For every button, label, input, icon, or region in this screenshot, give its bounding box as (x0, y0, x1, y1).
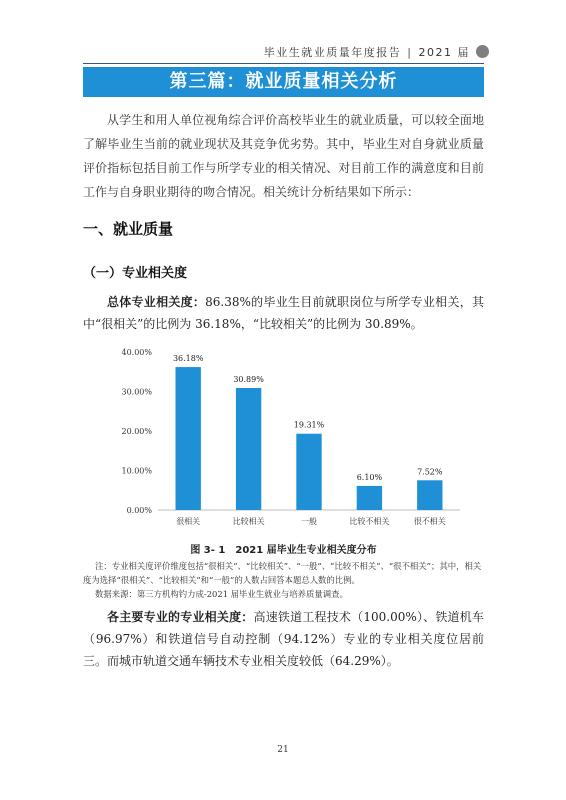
x-tick-label: 很不相关 (413, 517, 446, 526)
header-separator: | (407, 46, 413, 59)
bar-value-label: 30.89% (233, 374, 264, 384)
heading-employment-quality: 一、就业质量 (83, 220, 174, 238)
chart-svg (98, 340, 469, 532)
bar (417, 480, 442, 510)
report-year: 2021 届 (418, 46, 470, 59)
bar (296, 434, 321, 510)
bar-value-label: 36.18% (172, 354, 204, 364)
y-tick-label: 30.00% (121, 387, 152, 397)
major-relevance-paragraph (83, 606, 484, 672)
bar-value-label: 6.10% (356, 472, 383, 482)
running-header (264, 44, 470, 60)
data-source-note: 数据来源：第三方机构钓力成-2021 届毕业生就业与培养质量调查。 (95, 589, 348, 599)
bar-value-label: 19.31% (293, 420, 325, 430)
chart-note: 注：专业相关度评价维度包括“很相关”、“比较相关”、“一般”、“比较不相关”、“很不相关”；其中，相关度为选择“很相关”、“比较相关”和“一般”的人数占回答本题总人数的比例。 (83, 561, 482, 585)
y-tick-label: 40.00% (121, 348, 152, 357)
y-tick-label: 20.00% (121, 427, 152, 436)
figure-caption: 图 3- 1 2021 届毕业生专业相关度分布 (190, 545, 377, 556)
x-tick-label: 比较不相关 (349, 517, 390, 526)
major-relevance-text: 高速铁道工程技术（100.00%）、铁道机车（96.97%）和铁道信号自动控制（94.12%）专业的专业相关度位居前三。而城市轨道交通车辆技术专业相关度较低（64.29%）。 (83, 610, 484, 668)
bar (357, 486, 382, 510)
section-banner: 第三篇：就业质量相关分析 (83, 67, 484, 97)
page-number: 21 (277, 745, 289, 755)
x-tick-label: 很相关 (176, 517, 201, 526)
heading-major-relevance: （一）专业相关度 (83, 266, 188, 281)
bar (236, 388, 261, 510)
y-tick-label: 0.00% (126, 506, 152, 515)
x-tick-label: 一般 (301, 517, 317, 526)
intro-paragraph: 从学生和用人单位视角综合评价高校毕业生的就业质量，可以较全面地了解毕业生当前的就业现状及其竞争优劣势。其中，毕业生对自身就业质量评价指标包括目前工作与所学专业的相关情况、对目前工作的满意度和目前工作与自身职业期待的吻合情况。相关统计分析结果如下所示： (83, 113, 484, 199)
relevance-bar-chart (98, 340, 469, 532)
report-title: 毕业生就业质量年度报告 (263, 46, 402, 59)
overall-relevance-label: 总体专业相关度： (107, 295, 206, 309)
major-relevance-label: 各主要专业的专业相关度： (107, 610, 254, 624)
header-rule (83, 63, 484, 64)
overall-relevance-paragraph (83, 291, 484, 335)
bar-value-label: 7.52% (417, 467, 443, 477)
bar (176, 367, 201, 510)
header-dot-icon (476, 45, 489, 58)
overall-relevance-text: 86.38%的毕业生目前就职岗位与所学专业相关，其中“很相关”的比例为 36.18%，“比较相关”的比例为 30.89%。 (83, 295, 484, 331)
y-tick-label: 10.00% (121, 466, 152, 476)
x-tick-label: 比较相关 (232, 517, 265, 526)
